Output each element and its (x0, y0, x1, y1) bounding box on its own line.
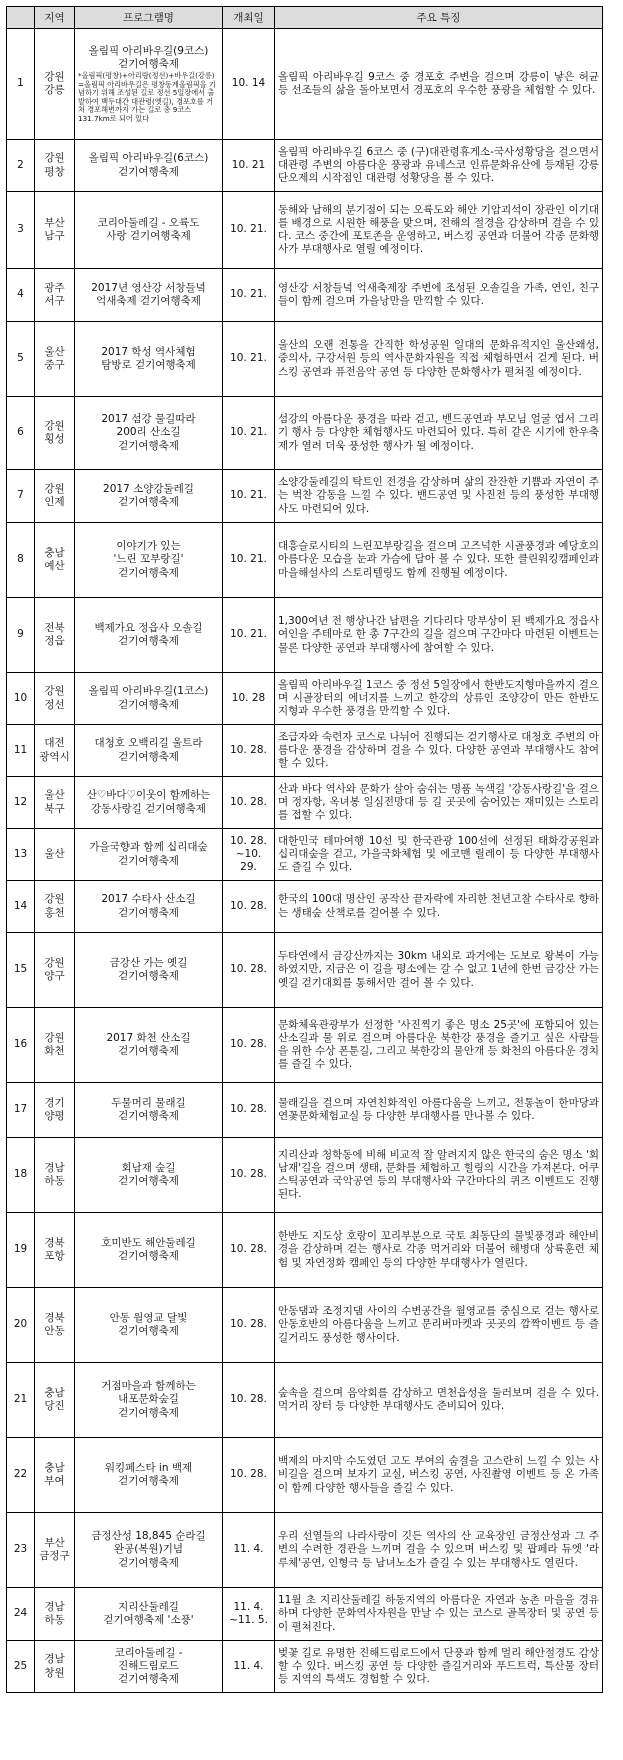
row-date: 10. 28. ~10. 29. (223, 829, 275, 881)
row-program (75, 397, 223, 470)
row-program (75, 140, 223, 192)
program-name: 2017 수타사 산소길 걷기여행축제 (101, 893, 196, 919)
row-features: 지리산과 청학동에 비해 비교적 잘 알려지지 않은 한국의 숨은 명소 '회남재'길을 걸으며 생태, 문화를 체험하고 힐링의 시간을 가져본다. 어쿠스틱공연과 국악공연 등의 부대행사와 구간마다의 퀴즈 이벤트도 진행 된다. (275, 1138, 603, 1213)
row-date: 10. 28. (223, 1083, 275, 1138)
row-program (75, 1438, 223, 1513)
row-program (75, 1138, 223, 1213)
row-number: 4 (7, 269, 35, 322)
row-features: 문화체육관광부가 선정한 '사진찍기 좋은 명소 25곳'에 포함되어 있는 산소길과 물 위로 걸으며 아름다운 북한강 풍경을 즐기고 싶은 사람들을 위한 수상 폰툰길, 그리고 북한강의 물안개 등 화천의 아름다운 경치를 즐길 수 있다. (275, 1008, 603, 1083)
row-region: 부산 남구 (35, 192, 75, 269)
row-region: 경남 하동 (35, 1138, 75, 1213)
program-name: 백제가요 정읍사 오솔길 걷기여행축제 (94, 621, 203, 647)
row-region: 강원 화천 (35, 1008, 75, 1083)
table-row (7, 1008, 603, 1083)
row-features: 조급자와 숙련자 코스로 나뉘어 진행되는 걷기행사로 대청호 주변의 아름다운 풍경을 감상하며 걸을 수 있다. 다양한 공연과 부대행사도 참여할 수 있다. (275, 725, 603, 777)
table-row (7, 1288, 603, 1363)
row-features: 대흥슬로시티의 느린꼬부랑길을 걸으며 고즈넉한 시골풍경과 예당호의 아름다운 모습을 눈과 가슴에 담아 볼 수 있다. 또한 클린워킹캠페인과 마을해설사의 스토리텔링도 함께 진행될 예정이다. (275, 523, 603, 598)
row-number: 20 (7, 1288, 35, 1363)
row-region: 강원 평창 (35, 140, 75, 192)
row-number: 8 (7, 523, 35, 598)
program-name: 호미반도 해안둘레길 걷기여행축제 (101, 1236, 196, 1262)
row-program (75, 470, 223, 523)
row-date: 10. 28. (223, 1438, 275, 1513)
row-number: 24 (7, 1588, 35, 1641)
row-region: 대전 광역시 (35, 725, 75, 777)
row-date: 11. 4. (223, 1513, 275, 1588)
row-features: 올림픽 아리바우길 1코스 중 정선 5일장에서 한반도지형마을까지 걸으며 시골장터의 에너지를 느끼고 한강의 상류인 조양강이 만든 한반도 지형과 우수한 풍경을 만끽할 수 있다. (275, 673, 603, 725)
table-row (7, 192, 603, 269)
row-region: 경남 창원 (35, 1641, 75, 1693)
row-date: 10. 28. (223, 1363, 275, 1438)
header-no (7, 7, 35, 29)
row-number: 14 (7, 881, 35, 933)
table-row (7, 1588, 603, 1641)
row-region: 전북 정읍 (35, 598, 75, 673)
row-program (75, 1588, 223, 1641)
program-name: 거점마을과 함께하는 내포문화숲길 걷기여행축제 (101, 1380, 196, 1419)
program-name: 코리아둘레길 - 진해드림로드 걷기여행축제 (114, 1646, 183, 1686)
row-date: 10. 28. (223, 777, 275, 829)
table-row (7, 1083, 603, 1138)
row-number: 18 (7, 1138, 35, 1213)
row-date: 10. 21. (223, 470, 275, 523)
row-date: 10. 21 (223, 140, 275, 192)
program-name: 두물머리 물래길 걷기여행축제 (111, 1096, 186, 1122)
row-program (75, 725, 223, 777)
row-date: 10. 28 (223, 673, 275, 725)
row-features: 두타연에서 금강산까지는 30km 내외로 과거에는 도보로 왕복이 가능하였지만, 지금은 이 길을 평소에는 갈 수 없고 1년에 한번 금강산 가는 옛길 걷기대회를 통해서만 걸어 볼 수 있다. (275, 933, 603, 1008)
row-region: 울산 (35, 829, 75, 881)
row-date: 10. 21. (223, 397, 275, 470)
row-program (75, 29, 223, 140)
row-region: 강원 홍천 (35, 881, 75, 933)
program-name: 올림픽 아리바우길(6코스) 걷기여행축제 (88, 152, 209, 178)
row-region: 충남 당진 (35, 1363, 75, 1438)
row-number: 1 (7, 29, 35, 140)
row-features: 영산강 서창들녘 억새축제장 주변에 조성된 오솔길을 가족, 연인, 친구들이 함께 걸으며 가을낭만을 만끽할 수 있다. (275, 269, 603, 322)
row-features: 11월 초 지리산둘레길 하동지역의 아름다운 자연과 농촌 마을을 경유하며 다양한 문화역사자원을 만날 수 있는 코스로 골목장터 및 공연 등이 펼쳐진다. (275, 1588, 603, 1641)
row-number: 12 (7, 777, 35, 829)
row-program (75, 829, 223, 881)
row-features: 소양강둘레길의 탁트인 전경을 감상하며 삶의 잔잔한 기쁨과 자연이 주는 벅찬 감동을 느낄 수 있다. 밴드공연 및 사진전 등의 풍성한 부대행사도 마련되어 있다. (275, 470, 603, 523)
program-name: 2017 섬강 물길따라 200리 산소길 걷기여행축제 (101, 413, 196, 452)
program-name: 2017 화천 산소길 걷기여행축제 (106, 1031, 191, 1057)
program-note: *올림픽(평창)+아리랑(정선)+바우길(강릉) =올림픽 아리바우길은 평창동계올림픽을 기념하기 위해 조성된 길로 정선 5일장에서 출발하여 백두대간 대관령(옛길), 경포호를 거쳐 경포해변까지 가는 길로 총 9코스 131.7km로 되어 있다 (78, 71, 216, 123)
row-number: 5 (7, 322, 35, 397)
program-name: 안동 월영교 달빛 걷기여행축제 (109, 1311, 188, 1337)
program-name: 이야기가 있는 '느린 꼬부랑길' 걷기여행축제 (113, 540, 184, 579)
row-program (75, 673, 223, 725)
table-row (7, 140, 603, 192)
row-date: 10. 21. (223, 322, 275, 397)
table-row (7, 1138, 603, 1213)
row-date: 10. 28. (223, 1008, 275, 1083)
table-row (7, 933, 603, 1008)
header-features: 주요 특징 (275, 7, 603, 29)
row-region: 부산 금정구 (35, 1513, 75, 1588)
row-number: 7 (7, 470, 35, 523)
row-program (75, 1363, 223, 1438)
row-region: 울산 중구 (35, 322, 75, 397)
table-row (7, 725, 603, 777)
row-features: 우리 선열들의 나라사랑이 깃든 역사의 산 교육장인 금정산성과 그 주변의 수려한 경관을 느끼며 걸을 수 있으며 버스킹 및 팝페라 듀엣 '라루체'공연, 인형극 등 남녀노소가 즐길 수 있는 부대행사도 열린다. (275, 1513, 603, 1588)
program-name: 지리산둘레길 걷기여행축제 '소풍' (103, 1600, 194, 1626)
row-number: 23 (7, 1513, 35, 1588)
row-number: 17 (7, 1083, 35, 1138)
row-program (75, 933, 223, 1008)
table-row (7, 29, 603, 140)
program-name: 워킹페스타 in 백제 걷기여행축제 (104, 1461, 193, 1487)
row-program (75, 881, 223, 933)
row-features: 백제의 마지막 수도였던 고도 부여의 숨결을 고스란히 느낄 수 있는 사비길을 걸으며 보자기 교실, 버스킹 공연, 사진촬영 이벤트 등 온 가족이 함께 다양한 행사들을 즐길 수 있다. (275, 1438, 603, 1513)
row-number: 6 (7, 397, 35, 470)
program-name: 2017 학성 역사체험 탐방로 걷기여행축제 (101, 345, 196, 371)
row-number: 15 (7, 933, 35, 1008)
program-name: 금강산 가는 옛길 걷기여행축제 (109, 956, 188, 982)
table-row (7, 829, 603, 881)
row-region: 울산 북구 (35, 777, 75, 829)
program-name: 올림픽 아리바우길(9코스) 걷기여행축제 (88, 44, 209, 71)
row-number: 9 (7, 598, 35, 673)
row-program (75, 523, 223, 598)
table-row (7, 1213, 603, 1288)
row-program (75, 1288, 223, 1363)
row-date: 11. 4. (223, 1641, 275, 1693)
program-name: 금정산성 18,845 순라길 완공(복원)기념 걷기여행축제 (91, 1530, 206, 1569)
table-row (7, 881, 603, 933)
header-region: 지역 (35, 7, 75, 29)
row-program (75, 1641, 223, 1693)
row-features: 산과 바다 역사와 문화가 살아 숨쉬는 명품 녹색길 '강동사랑길'을 걸으며 정자항, 옥녀봉 일심전망대 등 길 곳곳에 숨어있는 재미있는 스토리를 접할 수 있다. (275, 777, 603, 829)
program-name: 가을국향과 함께 십리대숲 걷기여행축제 (89, 841, 208, 867)
row-features: 울산의 오랜 전통을 간직한 학성공원 일대의 문화유적지인 울산왜성, 중의사, 구강서원 등의 역사문화자원을 직접 체험하면서 걷게 된다. 버스킹 공연과 퓨전음악 공연 등 다양한 문화행사가 펼쳐질 예정이다. (275, 322, 603, 397)
row-features: 섬강의 아름다운 풍경을 따라 걷고, 밴드공연과 부모님 얼굴 엽서 그리기 행사 등 다양한 체험행사도 마련되어 있다. 특히 같은 시기에 한우축제가 열려 더욱 풍성한 행사가 될 예정이다. (275, 397, 603, 470)
row-program (75, 269, 223, 322)
row-program (75, 777, 223, 829)
table-row (7, 1641, 603, 1693)
table-row (7, 269, 603, 322)
row-date: 10. 28. (223, 1288, 275, 1363)
row-program (75, 192, 223, 269)
row-features: 올림픽 아리바우길 6코스 중 (구)대관령휴게소-국사성황당을 걸으면서 대관령 주변의 아름다운 풍광과 유네스코 인류문화유산에 등재된 강릉 단오제의 시작점인 대관령 성황당을 볼 수 있다. (275, 140, 603, 192)
row-region: 경기 양평 (35, 1083, 75, 1138)
row-region: 경북 안동 (35, 1288, 75, 1363)
row-region: 충남 예산 (35, 523, 75, 598)
header-row (7, 7, 603, 29)
table-row (7, 777, 603, 829)
table-row (7, 397, 603, 470)
row-date: 10. 28. (223, 1138, 275, 1213)
row-features: 1,300여년 전 행상나간 남편을 기다리다 망부상이 된 백제가요 정읍사 여인을 주테마로 한 총 7구간의 길을 걸으며 구간마다 마련된 이벤트는 물론 다양한 공연과 부대행사에 참여할 수 있다. (275, 598, 603, 673)
row-features: 한반도 지도상 호랑이 꼬리부분으로 국토 최동단의 물빛풍경과 해안비경을 감상하며 걷는 행사로 각종 먹거리와 더불어 해병대 상륙훈련 체험 및 자연정화 캠페인 등의 다양한 부대행사가 열린다. (275, 1213, 603, 1288)
row-features: 대한민국 테마여행 10선 및 한국관광 100선에 선정된 태화강공원과 십리대숲을 걷고, 가을국화체험 및 에코맨 릴레이 등 다양한 부대행사도 즐길 수 있다. (275, 829, 603, 881)
row-program (75, 322, 223, 397)
table-row (7, 1438, 603, 1513)
row-features: 한국의 100대 명산인 공작산 끝자락에 자리한 천년고찰 수타사로 향하는 생태숲 산책로를 걸어볼 수 있다. (275, 881, 603, 933)
row-number: 2 (7, 140, 35, 192)
row-region: 강원 강릉 (35, 29, 75, 140)
row-region: 광주 서구 (35, 269, 75, 322)
row-number: 11 (7, 725, 35, 777)
row-date: 10. 28. (223, 725, 275, 777)
row-region: 경북 포항 (35, 1213, 75, 1288)
row-features: 안동댐과 조정지댐 사이의 수변공간을 월영교를 중심으로 걷는 행사로 안동호반의 아름다움을 느끼고 문리버마켓과 곳곳의 깜짝이벤트 등 즐길거리도 풍성한 행사이다. (275, 1288, 603, 1363)
row-date: 10. 28. (223, 1213, 275, 1288)
row-program (75, 1513, 223, 1588)
row-date: 10. 28. (223, 933, 275, 1008)
row-number: 22 (7, 1438, 35, 1513)
program-name: 대청호 오백리길 울트라 걷기여행축제 (94, 737, 203, 763)
program-name: 올림픽 아리바우길(1코스) 걷기여행축제 (88, 685, 209, 711)
row-region: 강원 양구 (35, 933, 75, 1008)
table-row (7, 470, 603, 523)
row-features: 벚꽃 길로 유명한 진해드림로드에서 단풍과 함께 멀리 해안절경도 감상할 수 있다. 버스킹 공연 등 다양한 즐길거리와 푸드트럭, 특산물 장터 등 지역의 특색도 경험할 수 있다. (275, 1641, 603, 1693)
row-date: 10. 21. (223, 192, 275, 269)
row-program (75, 1008, 223, 1083)
row-number: 10 (7, 673, 35, 725)
row-date: 10. 14 (223, 29, 275, 140)
row-region: 충남 부여 (35, 1438, 75, 1513)
program-name: 회남재 숲길 걷기여행축제 (118, 1161, 179, 1187)
row-number: 16 (7, 1008, 35, 1083)
row-date: 10. 28. (223, 881, 275, 933)
row-date: 10. 21. (223, 269, 275, 322)
header-date: 개최일 (223, 7, 275, 29)
row-region: 경남 하동 (35, 1588, 75, 1641)
row-number: 25 (7, 1641, 35, 1693)
row-program (75, 598, 223, 673)
program-name: 산♡바다♡이웃이 함께하는 강동사랑길 걷기여행축제 (86, 789, 211, 815)
row-features: 숲속을 걸으며 음악회를 감상하고 면천읍성을 둘러보며 걸을 수 있다. 먹거리 장터 등 다양한 부대행사도 준비되어 있다. (275, 1363, 603, 1438)
row-date: 10. 21. (223, 598, 275, 673)
row-date: 11. 4. ~11. 5. (223, 1588, 275, 1641)
row-date: 10. 21. (223, 523, 275, 598)
row-region: 강원 정선 (35, 673, 75, 725)
program-name: 2017 소양강둘레길 걷기여행축제 (103, 482, 194, 508)
row-number: 3 (7, 192, 35, 269)
festival-table (6, 6, 603, 1693)
row-number: 19 (7, 1213, 35, 1288)
table-row (7, 1363, 603, 1438)
row-region: 강원 인제 (35, 470, 75, 523)
table-row (7, 1513, 603, 1588)
table-row (7, 523, 603, 598)
table-row (7, 673, 603, 725)
program-name: 코리아둘레길 - 오륙도 사랑 걷기여행축제 (97, 216, 200, 242)
table-row (7, 598, 603, 673)
row-program (75, 1213, 223, 1288)
row-region: 강원 횡성 (35, 397, 75, 470)
table-row (7, 322, 603, 397)
row-number: 13 (7, 829, 35, 881)
program-name: 2017년 영산강 서창들녘 억새축제 걷기여행축제 (91, 281, 206, 307)
row-number: 21 (7, 1363, 35, 1438)
table-body (7, 29, 603, 1693)
row-features: 올림픽 아리바우길 9코스 중 경포호 주변을 걸으며 강릉이 낳은 허균 등 선조들의 삶을 돌아보면서 경포호의 우수한 풍광을 체험할 수 있다. (275, 29, 603, 140)
row-features: 물래길을 걸으며 자연친화적인 아름다움을 느끼고, 전통놀이 한마당과 연꽃문화체험교실 등 다양한 부대행사를 만나볼 수 있다. (275, 1083, 603, 1138)
row-program (75, 1083, 223, 1138)
row-features: 동해와 남해의 분기점이 되는 오륙도와 해안 기암괴석이 장관인 이기대를 배경으로 시원한 해풍을 맞으며, 전해의 절경을 감상하며 걸을 수 있다. 코스 중간에 포토존을 운영하고, 버스킹 공연과 더불어 각종 문화행사가 부대행사로 열릴 예정이다. (275, 192, 603, 269)
header-program: 프로그램명 (75, 7, 223, 29)
